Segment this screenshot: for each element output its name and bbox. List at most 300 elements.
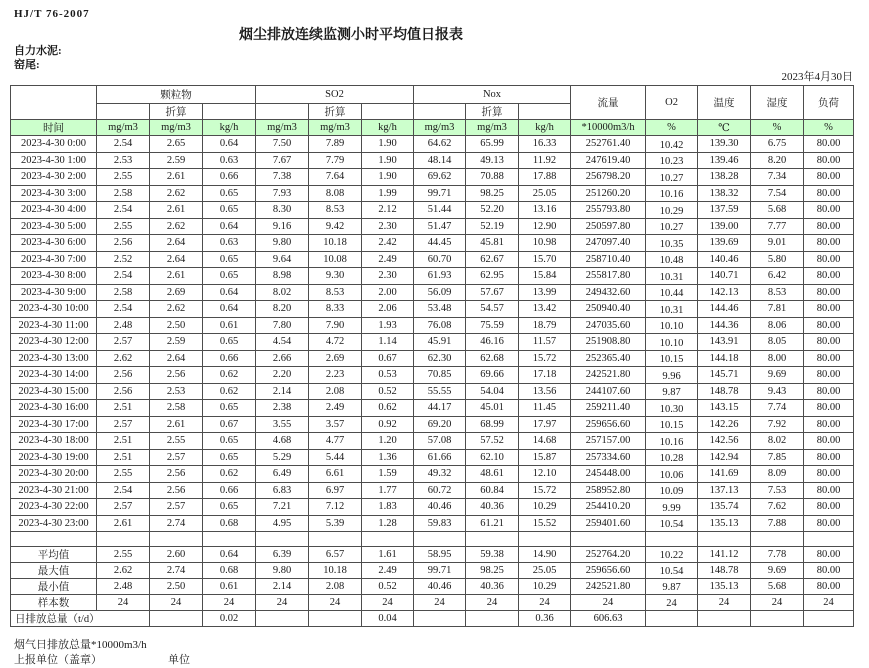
value-cell: 80.00 — [804, 350, 854, 367]
summary-value-cell: 58.95 — [414, 547, 466, 563]
value-cell: 2.49 — [309, 400, 362, 417]
daily-total-cell — [751, 611, 804, 627]
value-cell: 6.61 — [309, 466, 362, 483]
value-cell: 255793.80 — [571, 202, 646, 219]
table-row — [11, 334, 854, 351]
value-cell: 10.98 — [519, 235, 571, 252]
value-cell: 52.20 — [466, 202, 519, 219]
blank-cell — [97, 532, 150, 547]
value-cell: 7.90 — [309, 317, 362, 334]
converted-header-nox: 折算 — [466, 104, 519, 120]
value-cell: 7.67 — [256, 152, 309, 169]
value-cell: 2.62 — [150, 185, 203, 202]
time-cell: 2023-4-30 16:00 — [11, 400, 97, 417]
value-cell: 0.68 — [203, 515, 256, 532]
value-cell: 139.69 — [698, 235, 751, 252]
blank-cell — [519, 104, 571, 120]
value-cell: 80.00 — [804, 449, 854, 466]
value-cell: 2.51 — [97, 400, 150, 417]
summary-value-cell: 0.61 — [203, 579, 256, 595]
value-cell: 255817.80 — [571, 268, 646, 285]
value-cell: 0.67 — [362, 350, 414, 367]
value-cell: 2.51 — [97, 433, 150, 450]
summary-value-cell: 14.90 — [519, 547, 571, 563]
value-cell: 2.65 — [150, 136, 203, 153]
value-cell: 49.13 — [466, 152, 519, 169]
value-cell: 8.05 — [751, 334, 804, 351]
value-cell: 2.55 — [97, 169, 150, 186]
summary-value-cell: 259656.60 — [571, 563, 646, 579]
daily-total-cell — [646, 611, 698, 627]
header-o2: O2 — [646, 86, 698, 120]
report-unit-label: 上报单位（盖章） — [14, 654, 102, 666]
value-cell: 80.00 — [804, 433, 854, 450]
value-cell: 0.64 — [203, 218, 256, 235]
value-cell: 2.58 — [150, 400, 203, 417]
value-cell: 2.62 — [150, 301, 203, 318]
value-cell: 1.90 — [362, 152, 414, 169]
value-cell: 52.19 — [466, 218, 519, 235]
value-cell: 5.29 — [256, 449, 309, 466]
value-cell: 11.92 — [519, 152, 571, 169]
value-cell: 15.87 — [519, 449, 571, 466]
summary-value-cell: 141.12 — [698, 547, 751, 563]
blank-cell — [362, 532, 414, 547]
daily-total-row — [11, 611, 854, 627]
value-cell: 80.00 — [804, 515, 854, 532]
value-cell: 45.01 — [466, 400, 519, 417]
value-cell: 56.09 — [414, 284, 466, 301]
value-cell: 135.74 — [698, 499, 751, 516]
table-row — [11, 367, 854, 384]
summary-value-cell: 24 — [309, 595, 362, 611]
value-cell: 15.72 — [519, 350, 571, 367]
value-cell: 2.61 — [150, 169, 203, 186]
summary-table — [10, 546, 854, 627]
summary-row — [11, 595, 854, 611]
value-cell: 80.00 — [804, 235, 854, 252]
value-cell: 2.49 — [362, 251, 414, 268]
unit-cell: % — [646, 120, 698, 136]
value-cell: 0.62 — [362, 400, 414, 417]
value-cell: 2.56 — [97, 235, 150, 252]
value-cell: 1.20 — [362, 433, 414, 450]
value-cell: 76.08 — [414, 317, 466, 334]
value-cell: 2.53 — [97, 152, 150, 169]
value-cell: 2.51 — [97, 449, 150, 466]
value-cell: 7.89 — [309, 136, 362, 153]
value-cell: 247035.60 — [571, 317, 646, 334]
summary-value-cell: 7.78 — [751, 547, 804, 563]
unit-cell: kg/h — [203, 120, 256, 136]
value-cell: 6.42 — [751, 268, 804, 285]
value-cell: 2.54 — [97, 202, 150, 219]
value-cell: 40.36 — [466, 499, 519, 516]
daily-total-cell — [150, 611, 203, 627]
report-title: 烟尘排放连续监测小时平均值日报表 — [239, 26, 463, 42]
value-cell: 252761.40 — [571, 136, 646, 153]
header-row-groups — [11, 86, 854, 104]
value-cell: 2.30 — [362, 268, 414, 285]
time-cell: 2023-4-30 4:00 — [11, 202, 97, 219]
blank-cell — [466, 532, 519, 547]
value-cell: 142.13 — [698, 284, 751, 301]
value-cell: 1.59 — [362, 466, 414, 483]
time-cell: 2023-4-30 0:00 — [11, 136, 97, 153]
value-cell: 140.46 — [698, 251, 751, 268]
value-cell: 62.67 — [466, 251, 519, 268]
value-cell: 10.15 — [646, 350, 698, 367]
value-cell: 10.54 — [646, 515, 698, 532]
value-cell: 0.63 — [203, 235, 256, 252]
value-cell: 2.61 — [150, 416, 203, 433]
value-cell: 44.45 — [414, 235, 466, 252]
summary-label: 最大值 — [11, 563, 97, 579]
value-cell: 48.61 — [466, 466, 519, 483]
value-cell: 12.90 — [519, 218, 571, 235]
value-cell: 0.61 — [203, 317, 256, 334]
value-cell: 80.00 — [804, 268, 854, 285]
value-cell: 7.21 — [256, 499, 309, 516]
group-header-nox: Nox — [414, 86, 571, 104]
value-cell: 1.36 — [362, 449, 414, 466]
value-cell: 51.47 — [414, 218, 466, 235]
value-cell: 1.90 — [362, 169, 414, 186]
value-cell: 8.33 — [309, 301, 362, 318]
header-humidity: 湿度 — [751, 86, 804, 120]
value-cell: 18.79 — [519, 317, 571, 334]
value-cell: 11.45 — [519, 400, 571, 417]
value-cell: 98.25 — [466, 185, 519, 202]
table-row — [11, 449, 854, 466]
value-cell: 0.66 — [203, 350, 256, 367]
summary-value-cell: 40.46 — [414, 579, 466, 595]
value-cell: 10.35 — [646, 235, 698, 252]
value-cell: 139.00 — [698, 218, 751, 235]
summary-value-cell: 0.68 — [203, 563, 256, 579]
value-cell: 80.00 — [804, 466, 854, 483]
value-cell: 2.61 — [150, 202, 203, 219]
value-cell: 60.70 — [414, 251, 466, 268]
value-cell: 8.53 — [751, 284, 804, 301]
value-cell: 7.50 — [256, 136, 309, 153]
summary-value-cell: 2.50 — [150, 579, 203, 595]
value-cell: 13.56 — [519, 383, 571, 400]
value-cell: 8.09 — [751, 466, 804, 483]
table-row — [11, 482, 854, 499]
summary-value-cell: 10.22 — [646, 547, 698, 563]
time-cell: 2023-4-30 1:00 — [11, 152, 97, 169]
value-cell: 3.55 — [256, 416, 309, 433]
blank-cell — [97, 104, 150, 120]
value-cell: 2.55 — [150, 433, 203, 450]
value-cell: 0.53 — [362, 367, 414, 384]
value-cell: 62.30 — [414, 350, 466, 367]
summary-value-cell: 148.78 — [698, 563, 751, 579]
summary-value-cell: 99.71 — [414, 563, 466, 579]
value-cell: 80.00 — [804, 367, 854, 384]
value-cell: 60.72 — [414, 482, 466, 499]
value-cell: 10.08 — [309, 251, 362, 268]
value-cell: 2.23 — [309, 367, 362, 384]
unit-cell: mg/m3 — [256, 120, 309, 136]
value-cell: 2.57 — [150, 499, 203, 516]
unit-cell: mg/m3 — [466, 120, 519, 136]
value-cell: 0.64 — [203, 301, 256, 318]
value-cell: 2.66 — [256, 350, 309, 367]
time-cell: 2023-4-30 13:00 — [11, 350, 97, 367]
value-cell: 2.56 — [150, 367, 203, 384]
value-cell: 10.30 — [646, 400, 698, 417]
time-cell: 2023-4-30 12:00 — [11, 334, 97, 351]
value-cell: 80.00 — [804, 416, 854, 433]
value-cell: 0.64 — [203, 284, 256, 301]
value-cell: 57.52 — [466, 433, 519, 450]
value-cell: 10.27 — [646, 169, 698, 186]
value-cell: 10.28 — [646, 449, 698, 466]
time-cell: 2023-4-30 22:00 — [11, 499, 97, 516]
value-cell: 17.97 — [519, 416, 571, 433]
summary-row — [11, 563, 854, 579]
header-load: 负荷 — [804, 86, 854, 120]
value-cell: 10.31 — [646, 301, 698, 318]
empty-row — [11, 532, 854, 547]
value-cell: 2.57 — [150, 449, 203, 466]
summary-value-cell: 10.29 — [519, 579, 571, 595]
summary-value-cell: 9.80 — [256, 563, 309, 579]
daily-total-cell — [698, 611, 751, 627]
value-cell: 2.69 — [150, 284, 203, 301]
value-cell: 45.81 — [466, 235, 519, 252]
summary-value-cell: 10.18 — [309, 563, 362, 579]
blank-cell — [751, 532, 804, 547]
value-cell: 15.70 — [519, 251, 571, 268]
summary-value-cell: 24 — [362, 595, 414, 611]
value-cell: 2.58 — [97, 185, 150, 202]
value-cell: 65.99 — [466, 136, 519, 153]
value-cell: 10.48 — [646, 251, 698, 268]
value-cell: 9.30 — [309, 268, 362, 285]
value-cell: 1.28 — [362, 515, 414, 532]
value-cell: 7.93 — [256, 185, 309, 202]
summary-value-cell: 24 — [804, 595, 854, 611]
value-cell: 2.57 — [97, 416, 150, 433]
value-cell: 9.01 — [751, 235, 804, 252]
value-cell: 144.46 — [698, 301, 751, 318]
value-cell: 11.57 — [519, 334, 571, 351]
time-header-blank — [11, 86, 97, 120]
value-cell: 259401.60 — [571, 515, 646, 532]
value-cell: 8.98 — [256, 268, 309, 285]
value-cell: 0.62 — [203, 367, 256, 384]
summary-value-cell: 252764.20 — [571, 547, 646, 563]
value-cell: 80.00 — [804, 185, 854, 202]
table-row — [11, 218, 854, 235]
time-cell: 2023-4-30 6:00 — [11, 235, 97, 252]
blank-cell — [804, 532, 854, 547]
value-cell: 68.99 — [466, 416, 519, 433]
time-cell: 2023-4-30 14:00 — [11, 367, 97, 384]
summary-value-cell: 2.48 — [97, 579, 150, 595]
value-cell: 8.08 — [309, 185, 362, 202]
value-cell: 9.16 — [256, 218, 309, 235]
value-cell: 2.57 — [97, 499, 150, 516]
value-cell: 60.84 — [466, 482, 519, 499]
value-cell: 8.53 — [309, 202, 362, 219]
value-cell: 13.16 — [519, 202, 571, 219]
value-cell: 80.00 — [804, 251, 854, 268]
summary-value-cell: 5.68 — [751, 579, 804, 595]
summary-label: 最小值 — [11, 579, 97, 595]
value-cell: 80.00 — [804, 284, 854, 301]
summary-row — [11, 579, 854, 595]
value-cell: 51.44 — [414, 202, 466, 219]
header-flow: 流量 — [571, 86, 646, 120]
table-row — [11, 185, 854, 202]
time-cell: 2023-4-30 7:00 — [11, 251, 97, 268]
summary-value-cell: 25.05 — [519, 563, 571, 579]
value-cell: 2.56 — [97, 367, 150, 384]
value-cell: 148.78 — [698, 383, 751, 400]
value-cell: 7.88 — [751, 515, 804, 532]
blank-cell — [11, 532, 97, 547]
value-cell: 80.00 — [804, 152, 854, 169]
value-cell: 62.10 — [466, 449, 519, 466]
table-row — [11, 169, 854, 186]
value-cell: 80.00 — [804, 334, 854, 351]
value-cell: 7.92 — [751, 416, 804, 433]
summary-value-cell: 2.49 — [362, 563, 414, 579]
time-cell: 2023-4-30 2:00 — [11, 169, 97, 186]
value-cell: 2.20 — [256, 367, 309, 384]
blank-cell — [362, 104, 414, 120]
value-cell: 40.46 — [414, 499, 466, 516]
summary-value-cell: 24 — [97, 595, 150, 611]
value-cell: 61.66 — [414, 449, 466, 466]
value-cell: 0.66 — [203, 169, 256, 186]
value-cell: 15.52 — [519, 515, 571, 532]
value-cell: 10.23 — [646, 152, 698, 169]
value-cell: 137.59 — [698, 202, 751, 219]
daily-total-cell: 0.02 — [203, 611, 256, 627]
summary-value-cell: 24 — [571, 595, 646, 611]
value-cell: 15.72 — [519, 482, 571, 499]
value-cell: 2.55 — [97, 466, 150, 483]
standard-number: HJ/T 76-2007 — [14, 8, 90, 20]
daily-total-cell — [256, 611, 309, 627]
summary-value-cell: 2.74 — [150, 563, 203, 579]
value-cell: 0.65 — [203, 449, 256, 466]
value-cell: 0.66 — [203, 482, 256, 499]
value-cell: 14.68 — [519, 433, 571, 450]
unit-label: 单位 — [168, 654, 190, 666]
value-cell: 0.65 — [203, 334, 256, 351]
value-cell: 5.44 — [309, 449, 362, 466]
value-cell: 1.90 — [362, 136, 414, 153]
unit-cell: mg/m3 — [97, 120, 150, 136]
value-cell: 80.00 — [804, 317, 854, 334]
value-cell: 10.27 — [646, 218, 698, 235]
value-cell: 99.71 — [414, 185, 466, 202]
value-cell: 0.62 — [203, 466, 256, 483]
table-row — [11, 400, 854, 417]
value-cell: 10.29 — [519, 499, 571, 516]
summary-value-cell: 98.25 — [466, 563, 519, 579]
value-cell: 2.59 — [150, 152, 203, 169]
value-cell: 2.42 — [362, 235, 414, 252]
value-cell: 1.99 — [362, 185, 414, 202]
value-cell: 8.02 — [751, 433, 804, 450]
unit-cell: ℃ — [698, 120, 751, 136]
value-cell: 62.95 — [466, 268, 519, 285]
value-cell: 2.64 — [150, 235, 203, 252]
value-cell: 1.77 — [362, 482, 414, 499]
value-cell: 54.04 — [466, 383, 519, 400]
blank-cell — [203, 532, 256, 547]
value-cell: 9.42 — [309, 218, 362, 235]
summary-value-cell: 6.39 — [256, 547, 309, 563]
value-cell: 1.83 — [362, 499, 414, 516]
value-cell: 1.93 — [362, 317, 414, 334]
value-cell: 139.30 — [698, 136, 751, 153]
value-cell: 7.34 — [751, 169, 804, 186]
value-cell: 70.85 — [414, 367, 466, 384]
value-cell: 259656.60 — [571, 416, 646, 433]
value-cell: 54.57 — [466, 301, 519, 318]
value-cell: 80.00 — [804, 136, 854, 153]
value-cell: 10.09 — [646, 482, 698, 499]
value-cell: 8.20 — [751, 152, 804, 169]
value-cell: 12.10 — [519, 466, 571, 483]
blank-cell — [414, 532, 466, 547]
value-cell: 0.62 — [203, 383, 256, 400]
summary-label: 样本数 — [11, 595, 97, 611]
unit-cell: mg/m3 — [309, 120, 362, 136]
time-cell: 2023-4-30 10:00 — [11, 301, 97, 318]
value-cell: 0.63 — [203, 152, 256, 169]
value-cell: 64.62 — [414, 136, 466, 153]
value-cell: 2.57 — [97, 334, 150, 351]
table-row — [11, 251, 854, 268]
time-cell: 2023-4-30 5:00 — [11, 218, 97, 235]
value-cell: 10.10 — [646, 334, 698, 351]
value-cell: 10.29 — [646, 202, 698, 219]
summary-value-cell: 24 — [646, 595, 698, 611]
table-row — [11, 416, 854, 433]
value-cell: 61.21 — [466, 515, 519, 532]
table-row — [11, 268, 854, 285]
time-cell: 2023-4-30 23:00 — [11, 515, 97, 532]
blank-cell — [256, 532, 309, 547]
blank-cell — [203, 104, 256, 120]
blank-cell — [150, 532, 203, 547]
value-cell: 4.95 — [256, 515, 309, 532]
header-row-units — [11, 120, 854, 136]
value-cell: 0.65 — [203, 251, 256, 268]
value-cell: 6.97 — [309, 482, 362, 499]
value-cell: 2.69 — [309, 350, 362, 367]
value-cell: 7.62 — [751, 499, 804, 516]
unit-cell: kg/h — [519, 120, 571, 136]
value-cell: 2.62 — [150, 218, 203, 235]
value-cell: 0.52 — [362, 383, 414, 400]
value-cell: 46.16 — [466, 334, 519, 351]
summary-value-cell: 24 — [751, 595, 804, 611]
value-cell: 80.00 — [804, 202, 854, 219]
value-cell: 80.00 — [804, 482, 854, 499]
summary-value-cell: 80.00 — [804, 579, 854, 595]
value-cell: 252365.40 — [571, 350, 646, 367]
